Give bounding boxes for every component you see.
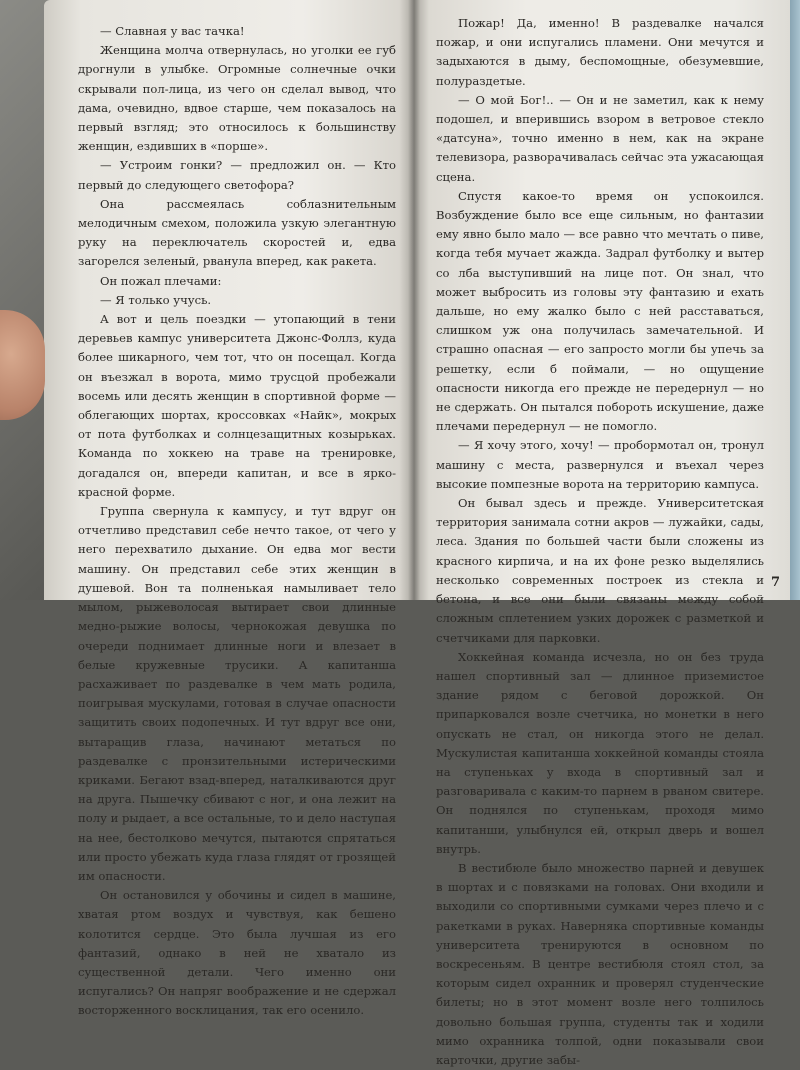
left-page-text — [78, 22, 396, 1021]
paragraph: — О мой Бог!.. — Он и не заметил, как к нему подошел, и вперившись взором в ветровое стекло «датсуна», точно именно в нем, как на экране телевизора, разворачивалась сейчас эта ужасающая сцена. — [436, 92, 764, 184]
right-page-text — [436, 14, 764, 1070]
paragraph: Спустя какое-то время он успокоился. Возбуждение было все еще сильным, но фантазии ему явно было мало — все равно что мечтать о пиве, когда тебя мучает жажда. Задрал футболку и вытер со лба выступивший на лице пот. Он знал, что может выбросить из головы эту фантазию и ехать дальше, но ему жалко было с ней расставаться, слишком уж она получилась замечательной. И страшно опасная — его запросто могли бы упечь за решетку, если б поймали, — но ощущение опасности никогда его прежде не передернул — но не сдержать. Он пытался побороть искушение, даже плечами передернул — не помогло. — [436, 188, 764, 434]
right-page — [414, 0, 790, 1067]
paragraph: Группа свернула к кампусу, и тут вдруг он отчетливо представил себе нечто такое, от чего у него перехватило дыхание. Он едва мог вести машину. Он представил себе этих женщин в душевой. Вон та полненькая намыливает тело мылом, рыжеволосая вытирает свои длинные медно-рыжие волосы, чернокожая девушка по очереди поднимает длинные ноги и влезает в белые кружевные трусики. А капитанша расхаживает по раздевалке в чем мать родила, поигрывая мускулами, готовая в случае опасности защитить своих подопечных. И тут вдруг все они, вытаращив глаза, начинают метаться по раздевалке с пронзительными истерическими криками. Бегают взад-вперед, наталкиваются друг на друга. Пышечку сбивают с ног, и она лежит на полу и рыдает, а все остальные, то и дело наступая на нее, бестолково мечутся, пытаются спрятаться или просто убежать куда глаза глядят от грозящей им опасности. — [78, 504, 397, 883]
paragraph: Он остановился у обочины и сидел в машине, хватая ртом воздух и чувствуя, как бешено колотится сердце. Это была лучшая из его фантазий, однако в ней не хватало из существенной детали. Чего именно они испугались? Он напряг воображение и не сдержал восторженного восклицания, так его осенило. — [78, 888, 396, 1018]
paragraph: А вот и цель поездки — утопающий в тени деревьев кампус университета Джонс-Фоллз, куда более шикарного, чем тот, что он посещал. Когда он въезжал в ворота, мимо трусцой пробежали восемь или десять женщин в спортивной форме — облегающих шортах, кроссовках «Найк», мокрых от пота футболках и солнцезащитных козырьках. Команда по хоккею на траве на тренировке, догадался он, впереди капитан, и все в ярко-красной форме. — [78, 312, 396, 499]
paragraph: Она рассмеялась соблазнительным мелодичным смехом, положила узкую элегантную руку на переключатель скоростей и, едва загорелся зеленый, рванула вперед, как ракета. — [78, 196, 396, 269]
open-book — [44, 0, 790, 1067]
paragraph: Хоккейная команда исчезла, но он без труда нашел спортивный зал — длинное приземистое здание рядом с беговой дорожкой. Он припарковался возле счетчика, но монетки в него опускать не стал, он никогда этого не делал. Мускулистая капитанша хоккейной команды стояла на ступеньках у входа в спортивный зал и разговаривала с каким-то парнем в рваном свитере. Он поднялся по ступенькам, проходя мимо капитанши, улыбнулся ей, открыл дверь и вошел внутрь. — [436, 649, 764, 856]
paragraph: Пожар! Да, именно! В раздевалке начался пожар, и они испугались пламени. Они мечутся и задыхаются в дыму, беспомощные, обезумевшие, полураздетые. — [436, 16, 764, 88]
paragraph: — Я хочу этого, хочу! — пробормотал он, тронул машину с места, развернулся и въехал через высокие помпезные ворота на территорию кампуса. — [436, 438, 764, 491]
paragraph: — Я только учусь. — [100, 292, 212, 307]
paragraph: — Устроим гонки? — предложил он. — Кто первый до следующего светофора? — [78, 158, 396, 192]
paragraph: В вестибюле было множество парней и девушек в шортах и с повязками на головах. Они входили и выходили со спортивными сумками через плечо и с ракетками в руках. Наверняка спортивные команды университета тренируются в основном по воскресеньям. В центре вестибюля стоял стол, за которым сидел охранник и проверял студенческие билеты; но в этот момент возле него толпилось довольно большая группа, студенты так и ходили мимо охранника толпой, одни показывали свои карточки, другие забы- — [436, 860, 764, 1067]
left-page — [44, 0, 414, 1018]
book-gutter — [408, 0, 420, 600]
page-number: 7 — [770, 574, 780, 590]
paragraph: — Славная у вас тачка! — [100, 24, 245, 38]
paragraph: Он бывал здесь и прежде. Университетская территория занимала сотни акров — лужайки, сады, леса. Здания по большей части были сложены из красного кирпича, и на их фоне резко выделялись несколько современных построек из стекла и бетона, и все они были связаны между собой сложным сплетением узких дорожек с разметкой и счетчиками для парковки. — [436, 496, 764, 645]
paragraph: Он пожал плечами: — [100, 273, 222, 288]
paragraph: Женщина молча отвернулась, но уголки ее губ дрогнули в улыбке. Огромные солнечные очки скрывали пол-лица, из чего он сделал вывод, что дама, очевидно, вдвое старше, чем показалось на первый взгляд; это относилось к большинству женщин, ездивших в «порше». — [78, 43, 396, 154]
